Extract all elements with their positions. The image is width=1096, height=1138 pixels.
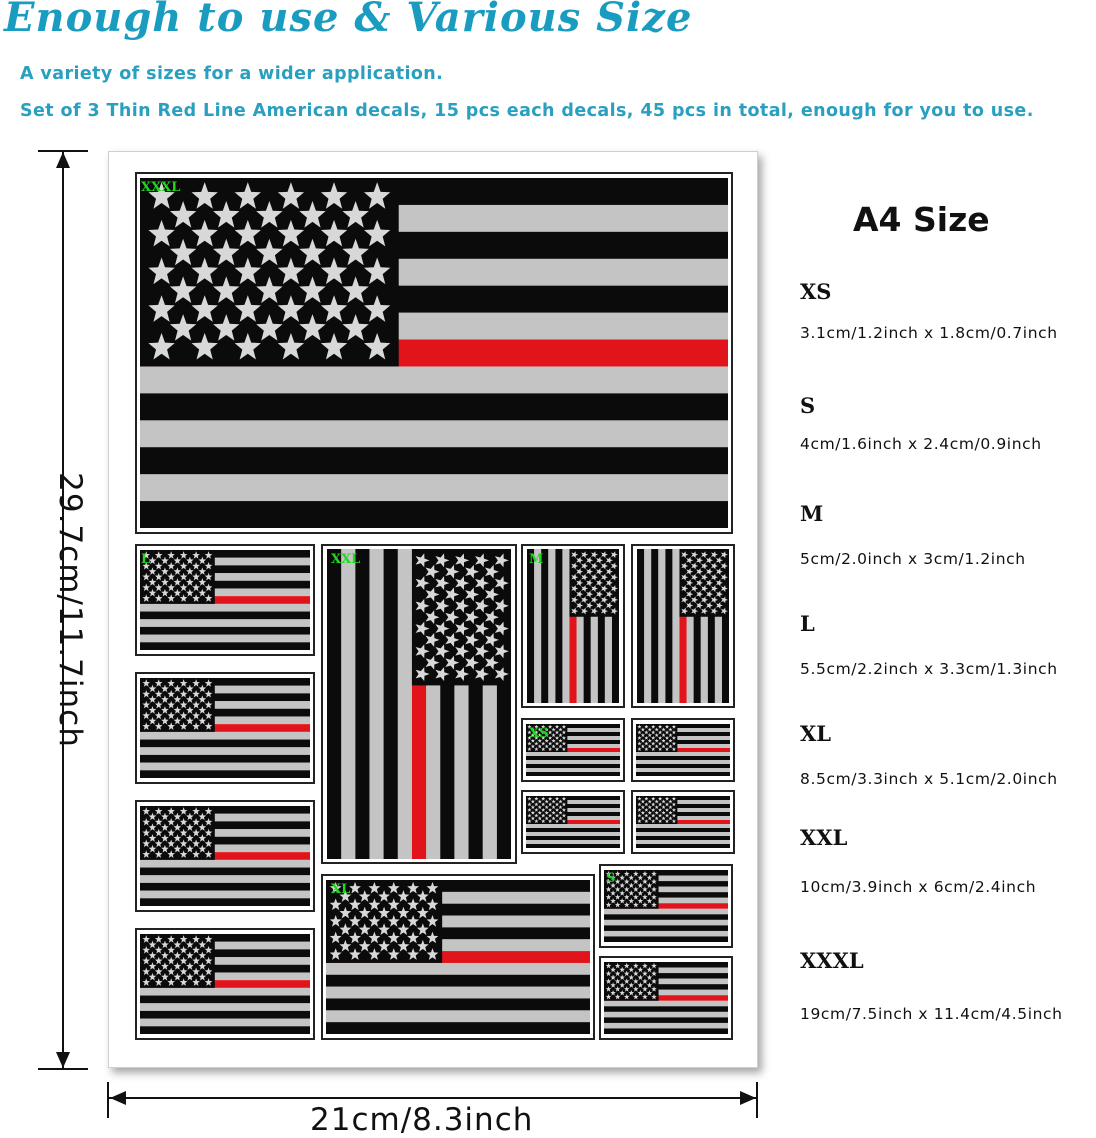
arrow-down-icon bbox=[56, 1052, 70, 1068]
thin-red-line-flag-icon bbox=[140, 806, 310, 906]
height-label: 29.7cm/11.7inch bbox=[52, 472, 88, 748]
decal-sheet bbox=[108, 151, 758, 1068]
width-label: 21cm/8.3inch bbox=[310, 1102, 534, 1138]
size-name-l: L bbox=[800, 611, 815, 636]
thin-red-line-flag-icon bbox=[527, 549, 619, 703]
thin-red-line-flag-icon bbox=[327, 549, 511, 859]
thin-red-line-flag-icon bbox=[604, 962, 728, 1034]
thin-red-line-flag-icon bbox=[636, 724, 730, 776]
decal-xs-2 bbox=[631, 718, 735, 782]
size-name-xs: XS bbox=[800, 279, 832, 304]
size-tag-m: M bbox=[529, 552, 544, 567]
size-tag-xxxl: XXXL bbox=[141, 180, 181, 195]
size-dims-xs: 3.1cm/1.2inch x 1.8cm/0.7inch bbox=[800, 324, 1058, 342]
width-left-tick bbox=[107, 1082, 109, 1118]
decal-s-1 bbox=[599, 864, 733, 948]
thin-red-line-flag-icon bbox=[526, 796, 620, 848]
size-tag-l: L bbox=[141, 552, 151, 567]
size-name-s: S bbox=[800, 393, 816, 418]
size-dims-s: 4cm/1.6inch x 2.4cm/0.9inch bbox=[800, 435, 1042, 453]
size-name-xxl: XXL bbox=[800, 825, 848, 850]
arrow-right-icon bbox=[740, 1091, 756, 1105]
size-dims-m: 5cm/2.0inch x 3cm/1.2inch bbox=[800, 550, 1026, 568]
decal-m-2 bbox=[631, 544, 735, 708]
decal-xs-4 bbox=[631, 790, 735, 854]
thin-red-line-flag-icon bbox=[140, 178, 728, 528]
decal-l-2 bbox=[135, 672, 315, 784]
size-tag-xxl: XXL bbox=[331, 552, 361, 567]
size-name-xl: XL bbox=[800, 721, 832, 746]
size-chart-title: A4 Size bbox=[853, 200, 990, 239]
decal-l-4 bbox=[135, 928, 315, 1040]
subtitle-line-2: Set of 3 Thin Red Line American decals, 15 pcs each decals, 45 pcs in total, enough for you to use. bbox=[20, 101, 1034, 121]
decal-xxxl bbox=[135, 172, 733, 534]
headline-title: Enough to use & Various Size bbox=[4, 0, 693, 41]
size-name-xxxl: XXXL bbox=[800, 948, 864, 973]
width-dimension-line bbox=[108, 1097, 758, 1099]
decal-xxl bbox=[321, 544, 517, 864]
thin-red-line-flag-icon bbox=[140, 550, 310, 650]
size-name-m: M bbox=[800, 501, 824, 526]
size-dims-xxl: 10cm/3.9inch x 6cm/2.4inch bbox=[800, 878, 1037, 896]
size-dims-xl: 8.5cm/3.3inch x 5.1cm/2.0inch bbox=[800, 770, 1058, 788]
thin-red-line-flag-icon bbox=[604, 870, 728, 942]
decal-m-1 bbox=[521, 544, 625, 708]
decal-s-2 bbox=[599, 956, 733, 1040]
decal-l-3 bbox=[135, 800, 315, 912]
thin-red-line-flag-icon bbox=[637, 549, 729, 703]
thin-red-line-flag-icon bbox=[140, 678, 310, 778]
decal-xs-3 bbox=[521, 790, 625, 854]
decal-l-1 bbox=[135, 544, 315, 656]
subtitle-line-1: A variety of sizes for a wider application. bbox=[20, 64, 444, 84]
size-dims-xxxl: 19cm/7.5inch x 11.4cm/4.5inch bbox=[800, 1005, 1063, 1023]
thin-red-line-flag-icon bbox=[326, 880, 590, 1034]
arrow-left-icon bbox=[110, 1091, 126, 1105]
size-tag-xl: XL bbox=[331, 882, 351, 897]
thin-red-line-flag-icon bbox=[636, 796, 730, 848]
size-tag-xs: XS bbox=[529, 726, 549, 741]
thin-red-line-flag-icon bbox=[140, 934, 310, 1034]
arrow-up-icon bbox=[56, 152, 70, 168]
width-right-tick bbox=[756, 1082, 758, 1118]
size-dims-l: 5.5cm/2.2inch x 3.3cm/1.3inch bbox=[800, 660, 1058, 678]
size-tag-s: S bbox=[606, 871, 616, 886]
decal-xl bbox=[321, 874, 595, 1040]
